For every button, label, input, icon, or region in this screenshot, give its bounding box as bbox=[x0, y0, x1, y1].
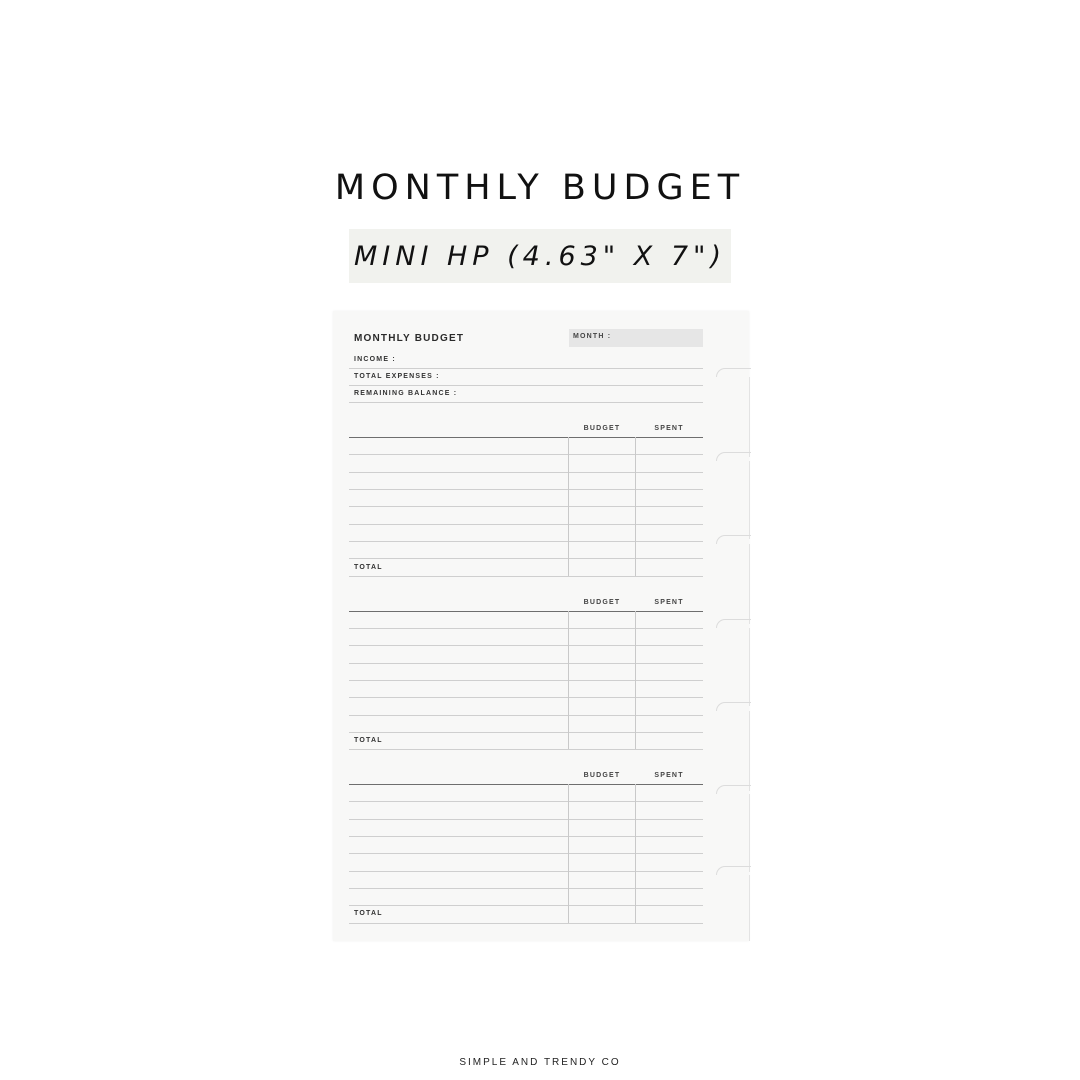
month-field[interactable] bbox=[569, 329, 703, 347]
budget-column-header: BUDGET bbox=[583, 425, 621, 432]
table-row-line bbox=[349, 836, 703, 837]
table-row-line bbox=[349, 506, 703, 507]
spent-column-header: SPENT bbox=[654, 599, 684, 606]
table-row-line bbox=[349, 871, 703, 872]
remaining-balance-line bbox=[349, 402, 703, 403]
spent-column-header: SPENT bbox=[654, 425, 684, 432]
table-row-line bbox=[349, 472, 703, 473]
spent-column-divider bbox=[635, 437, 636, 576]
tab-notch bbox=[716, 535, 751, 544]
tab-edge bbox=[749, 794, 750, 872]
table-row-line bbox=[349, 628, 703, 629]
table-row-line bbox=[349, 645, 703, 646]
tab-edge bbox=[749, 461, 750, 539]
table-row-line bbox=[349, 905, 703, 906]
tab-edge bbox=[749, 875, 750, 941]
table-row-line bbox=[349, 749, 703, 750]
size-label: MINI HP (4.63" X 7") bbox=[353, 240, 727, 272]
table-row-line bbox=[349, 801, 703, 802]
budget-column-divider bbox=[568, 784, 569, 923]
total-expenses-line bbox=[349, 385, 703, 386]
table-row-line bbox=[349, 853, 703, 854]
spent-column-divider bbox=[635, 784, 636, 923]
table-header-rule bbox=[349, 611, 703, 612]
brand-footer: SIMPLE AND TRENDY CO bbox=[459, 1057, 621, 1068]
table-row-line bbox=[349, 888, 703, 889]
budget-column-header: BUDGET bbox=[583, 599, 621, 606]
tab-notch bbox=[716, 368, 751, 377]
size-badge bbox=[349, 229, 731, 283]
table-row-line bbox=[349, 524, 703, 525]
table-row-line bbox=[349, 923, 703, 924]
tab-notch bbox=[716, 785, 751, 794]
budget-column-divider bbox=[568, 611, 569, 749]
table-row-line bbox=[349, 541, 703, 542]
income-line bbox=[349, 368, 703, 369]
table-row-line bbox=[349, 697, 703, 698]
tab-notch bbox=[716, 452, 751, 461]
sheet-title: MONTHLY BUDGET bbox=[354, 333, 465, 344]
planner-sheet bbox=[333, 311, 749, 941]
income-label: INCOME : bbox=[354, 356, 396, 363]
total-expenses-label: TOTAL EXPENSES : bbox=[354, 373, 440, 380]
tab-notch bbox=[716, 866, 751, 875]
table-row-line bbox=[349, 576, 703, 577]
table-row-line bbox=[349, 663, 703, 664]
tab-notch bbox=[716, 619, 751, 628]
table-row-line bbox=[349, 715, 703, 716]
tab-edge bbox=[749, 711, 750, 791]
table-row-line bbox=[349, 680, 703, 681]
tab-edge bbox=[749, 377, 750, 457]
budget-column-divider bbox=[568, 437, 569, 576]
budget-column-header: BUDGET bbox=[583, 772, 621, 779]
tab-edge bbox=[749, 628, 750, 706]
total-label: TOTAL bbox=[354, 564, 383, 571]
table-header-rule bbox=[349, 437, 703, 438]
table-row-line bbox=[349, 489, 703, 490]
tab-notch bbox=[716, 702, 751, 711]
page-title: MONTHLY BUDGET bbox=[334, 168, 746, 208]
table-row-line bbox=[349, 732, 703, 733]
total-label: TOTAL bbox=[354, 910, 383, 917]
spent-column-divider bbox=[635, 611, 636, 749]
month-label: MONTH : bbox=[573, 333, 612, 340]
table-row-line bbox=[349, 819, 703, 820]
total-label: TOTAL bbox=[354, 737, 383, 744]
table-row-line bbox=[349, 558, 703, 559]
spent-column-header: SPENT bbox=[654, 772, 684, 779]
table-header-rule bbox=[349, 784, 703, 785]
table-row-line bbox=[349, 454, 703, 455]
remaining-balance-label: REMAINING BALANCE : bbox=[354, 390, 458, 397]
tab-edge bbox=[749, 544, 750, 624]
